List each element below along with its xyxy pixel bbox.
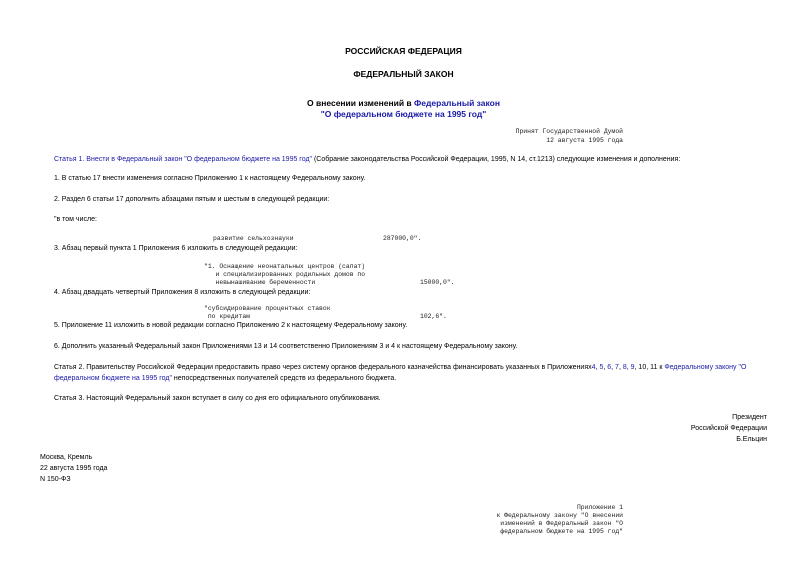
article2-text: Статья 2. Правительству Российской Федерации предоставить право через систему органов федерального казначейства финансировать указанных в Приложениях: [54, 364, 592, 371]
article2-law-link[interactable]: Федеральному закону "О: [664, 364, 747, 371]
item-2-quote: "в том числе:: [54, 216, 97, 223]
article3: Статья 3. Настоящий Федеральный закон вступает в силу со дня его официального опубликования.: [54, 395, 381, 402]
law-type-heading: ФЕДЕРАЛЬНЫЙ ЗАКОН: [353, 69, 454, 79]
item-4-mono-line2: по кредитам: [204, 313, 251, 320]
article1-paragraph: [54, 156, 680, 163]
article2-app-9[interactable]: 9: [630, 364, 635, 371]
article2-app-11: 11: [650, 364, 658, 371]
item-4-mono-line1: "субсидирование процентных ставок: [204, 305, 331, 312]
article2-app-4[interactable]: 4: [591, 364, 596, 371]
appendix-line2: к Федеральному закону "О внесении: [496, 512, 623, 519]
law-title-link[interactable]: Федеральный закон: [414, 98, 500, 108]
article2-app-10: 10: [638, 364, 647, 371]
adopted-line1: Принят Государственной Думой: [515, 128, 623, 135]
sign-date: 22 августа 1995 года: [40, 465, 108, 472]
law-title-line2[interactable]: "О федеральном бюджете на 1995 год": [320, 109, 487, 119]
item-2-mono-label: развитие сельхознауки: [213, 235, 294, 242]
law-title-line1: [0, 98, 807, 108]
article2-app-8[interactable]: 8: [622, 364, 627, 371]
signature-org: Российской Федерации: [690, 425, 767, 432]
item-3: 3. Абзац первый пункта 1 Приложения 6 изложить в следующей редакции:: [54, 245, 298, 252]
article2-line1: Статья 2. Правительству Российской Федерации предоставить право через систему органов федерального казначейства финансировать указанных в Приложениях4, 5, 6, 7, 8, 9, 10, 11 к Федеральному закону "О: [54, 364, 747, 371]
appendix-line4: федеральном бюджете на 1995 год": [500, 528, 623, 535]
article2-law-link-cont[interactable]: федеральном бюджете на 1995 год": [54, 375, 172, 382]
signature-title: Президент: [732, 414, 767, 421]
item-3-mono-value: 15000,0".: [420, 279, 455, 286]
item-5: 5. Приложение 11 изложить в новой редакции согласно Приложению 2 к настоящему Федеральному закону.: [54, 322, 408, 329]
item-3-mono-line1: "1. Оснащение неонатальных центров (сапат): [204, 263, 366, 270]
appendix-number: Приложение 1: [576, 504, 623, 511]
item-4: 4. Абзац двадцать четвертый Приложения 8 изложить в следующей редакции:: [54, 289, 311, 296]
article2-app-5[interactable]: 5: [599, 364, 604, 371]
item-6: 6. Дополнить указанный Федеральный закон Приложениями 13 и 14 соответственно Приложениям 3 и 4 к настоящему Федеральному закону.: [54, 343, 518, 350]
appendix-line3: изменений в Федеральный закон "О: [500, 520, 623, 527]
law-number: N 150-ФЗ: [40, 476, 71, 483]
place: Москва, Кремль: [40, 454, 93, 461]
article2-app-7[interactable]: 7: [615, 364, 619, 371]
article1-text: (Собрание законодательства Российской Федерации, 1995, N 14, ст.1213) следующие изменения и дополнения:: [313, 156, 681, 163]
country-heading: РОССИЙСКАЯ ФЕДЕРАЦИЯ: [345, 46, 462, 56]
article1-link[interactable]: Статья 1. Внести в Федеральный закон "О федеральном бюджете на 1995 год": [54, 156, 313, 163]
item-4-mono-value: 102,6".: [420, 313, 447, 320]
item-3-mono-line3: невынашиванию беременности: [204, 279, 316, 286]
article2-k: к: [659, 364, 663, 371]
article2-line2-text: непосредственных получателей средств из федерального бюджета.: [173, 375, 397, 382]
item-2-mono-value: 287000,0".: [383, 235, 422, 242]
article2-line2: [54, 375, 396, 382]
item-1: 1. В статью 17 внести изменения согласно Приложению 1 к настоящему Федеральному закону.: [54, 175, 366, 182]
item-2: 2. Раздел 6 статьи 17 дополнить абзацами пятым и шестым в следующей редакции:: [54, 196, 330, 203]
item-3-mono-line2: и специализированных родильных домов по: [204, 271, 366, 278]
signature-name: Б.Ельцин: [736, 436, 767, 443]
article2-app-6[interactable]: 6: [607, 364, 612, 371]
law-title-prefix: О внесении изменений в: [307, 98, 412, 108]
adopted-line2: 12 августа 1995 года: [546, 137, 623, 144]
